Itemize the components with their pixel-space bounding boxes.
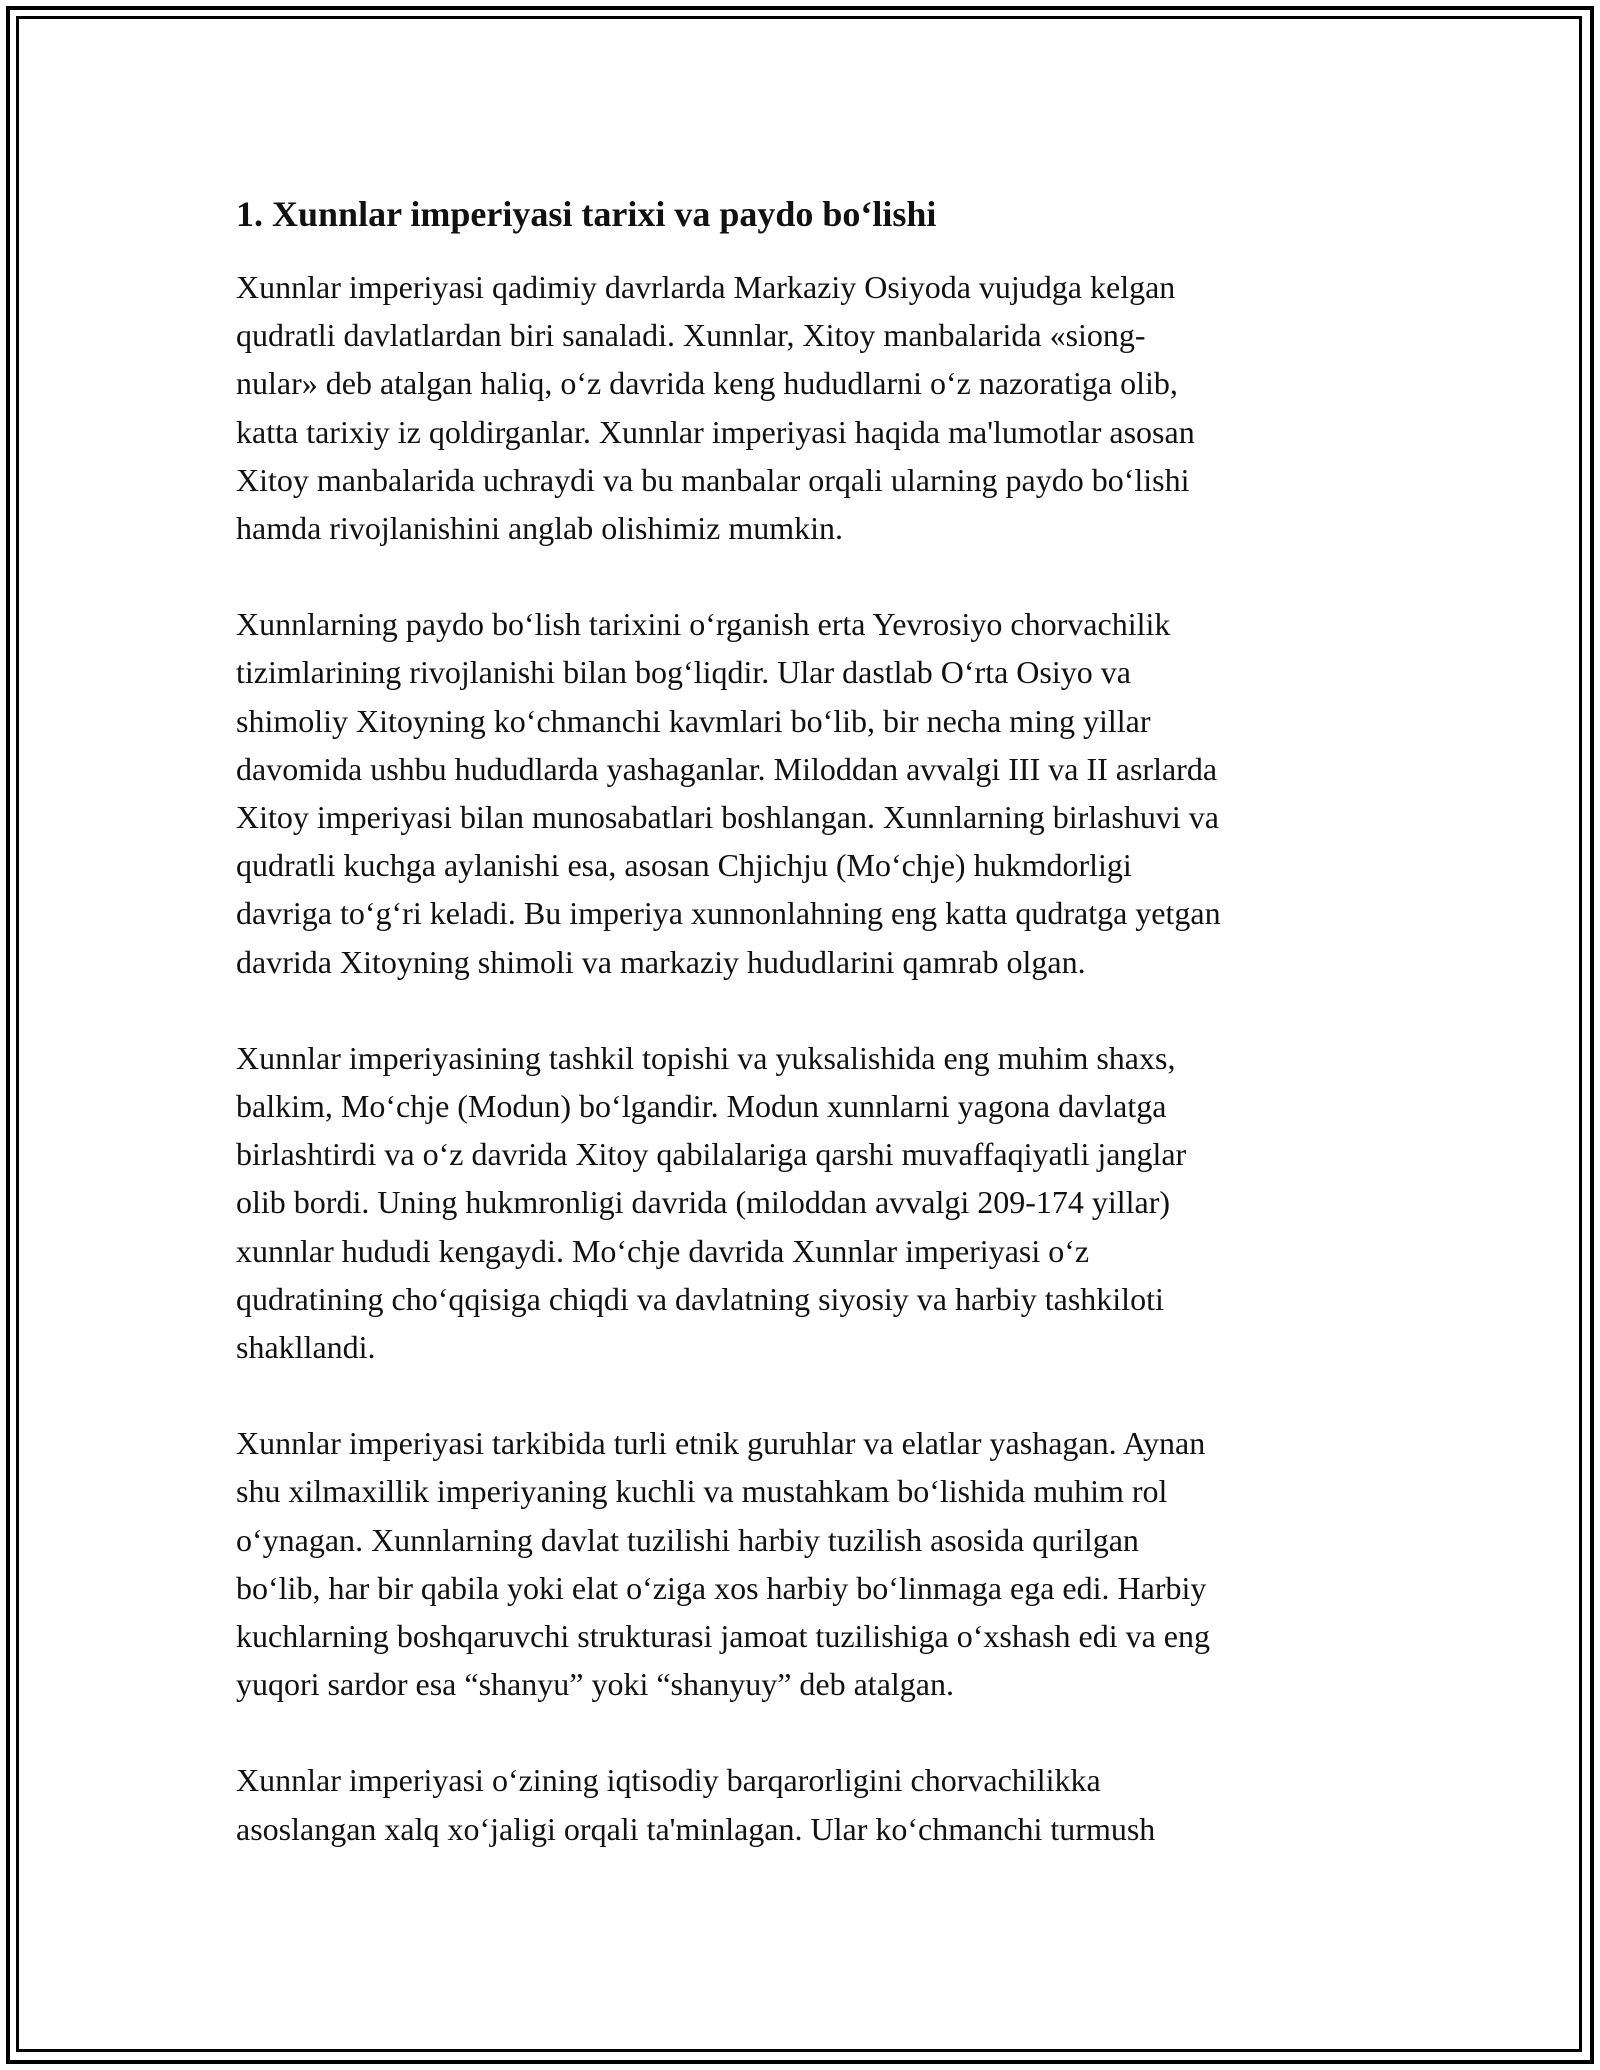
text-line: Xunnlar imperiyasining tashkil topishi va yuksalishida eng muhim shaxs,	[236, 1039, 1176, 1076]
document-body	[236, 190, 1386, 1901]
text-line: katta tarixiy iz qoldirganlar. Xunnlar imperiyasi haqida ma'lumotlar asosan	[236, 413, 1195, 450]
text-line: tizimlarining rivojlanishi bilan bog‘liqdir. Ular dastlab O‘rta Osiyo va	[236, 654, 1131, 691]
paragraph-1	[236, 263, 1386, 552]
text-line: yuqori sardor esa “shanyu” yoki “shanyuy” deb atalgan.	[236, 1666, 954, 1703]
text-line: davrida Xitoyning shimoli va markaziy hududlarini qamrab olgan.	[236, 943, 1086, 980]
text-line: o‘ynagan. Xunnlarning davlat tuzilishi harbiy tuzilish asosida qurilgan	[236, 1521, 1139, 1558]
text-line: shu xilmaxillik imperiyaning kuchli va mustahkam bo‘lishida muhim rol	[236, 1473, 1168, 1510]
text-line: qudratli davlatlardan biri sanaladi. Xunnlar, Xitoy manbalarida «siong-	[236, 317, 1146, 354]
text-line: birlashtirdi va o‘z davrida Xitoy qabilalariga qarshi muvaffaqiyatli janglar	[236, 1136, 1187, 1173]
text-line: davriga to‘g‘ri keladi. Bu imperiya xunnonlahning eng katta qudratga yetgan	[236, 895, 1221, 932]
text-line: balkim, Mo‘chje (Modun) bo‘lgandir. Modun xunnlarni yagona davlatga	[236, 1088, 1167, 1125]
text-line: hamda rivojlanishini anglab olishimiz mumkin.	[236, 510, 844, 547]
paragraph-4	[236, 1419, 1386, 1708]
text-line: olib bordi. Uning hukmronligi davrida (miloddan avvalgi 209-174 yillar)	[236, 1184, 1171, 1221]
text-line: kuchlarning boshqaruvchi strukturasi jamoat tuzilishiga o‘xshash edi va eng	[236, 1618, 1210, 1655]
text-line: Xunnlar imperiyasi qadimiy davrlarda Markaziy Osiyoda vujudga kelgan	[236, 269, 1176, 305]
text-line: Xunnlarning paydo bo‘lish tarixini o‘rganish erta Yevrosiyo chorvachilik	[236, 606, 1171, 643]
text-line: xunnlar hududi kengaydi. Mo‘chje davrida Xunnlar imperiyasi o‘z	[236, 1232, 1090, 1269]
text-line: qudratli kuchga aylanishi esa, asosan Chjichju (Mo‘chje) hukmdorligi	[236, 847, 1132, 884]
text-line: Xitoy manbalarida uchraydi va bu manbalar orqali ularning paydo bo‘lishi	[236, 461, 1190, 498]
text-line: shimoliy Xitoyning ko‘chmanchi kavmlari bo‘lib, bir necha ming yillar	[236, 702, 1151, 739]
text-line: qudratining cho‘qqisiga chiqdi va davlatning siyosiy va harbiy tashkiloti	[236, 1280, 1164, 1317]
section-heading: 1. Xunnlar imperiyasi tarixi va paydo bo‘lishi	[236, 194, 937, 234]
text-line: nular» deb atalgan haliq, o‘z davrida keng hududlarni o‘z nazoratiga olib,	[236, 365, 1178, 402]
text-line: asoslangan xalq xo‘jaligi orqali ta'minlagan. Ular ko‘chmanchi turmush	[236, 1810, 1156, 1847]
text-line: davomida ushbu hududlarda yashaganlar. Miloddan avvalgi III va II asrlarda	[236, 750, 1218, 787]
text-line: bo‘lib, har bir qabila yoki elat o‘ziga xos harbiy bo‘linmaga ega edi. Harbiy	[236, 1569, 1207, 1606]
text-line: shakllandi.	[236, 1329, 376, 1366]
paragraph-3	[236, 1034, 1386, 1371]
text-line: Xunnlar imperiyasi o‘zining iqtisodiy barqarorligini chorvachilikka	[236, 1762, 1101, 1799]
paragraph-5	[236, 1756, 1386, 1852]
text-line: Xunnlar imperiyasi tarkibida turli etnik guruhlar va elatlar yashagan. Aynan	[236, 1425, 1206, 1462]
text-line: Xitoy imperiyasi bilan munosabatlari boshlangan. Xunnlarning birlashuvi va	[236, 799, 1219, 836]
paragraph-2	[236, 600, 1386, 986]
